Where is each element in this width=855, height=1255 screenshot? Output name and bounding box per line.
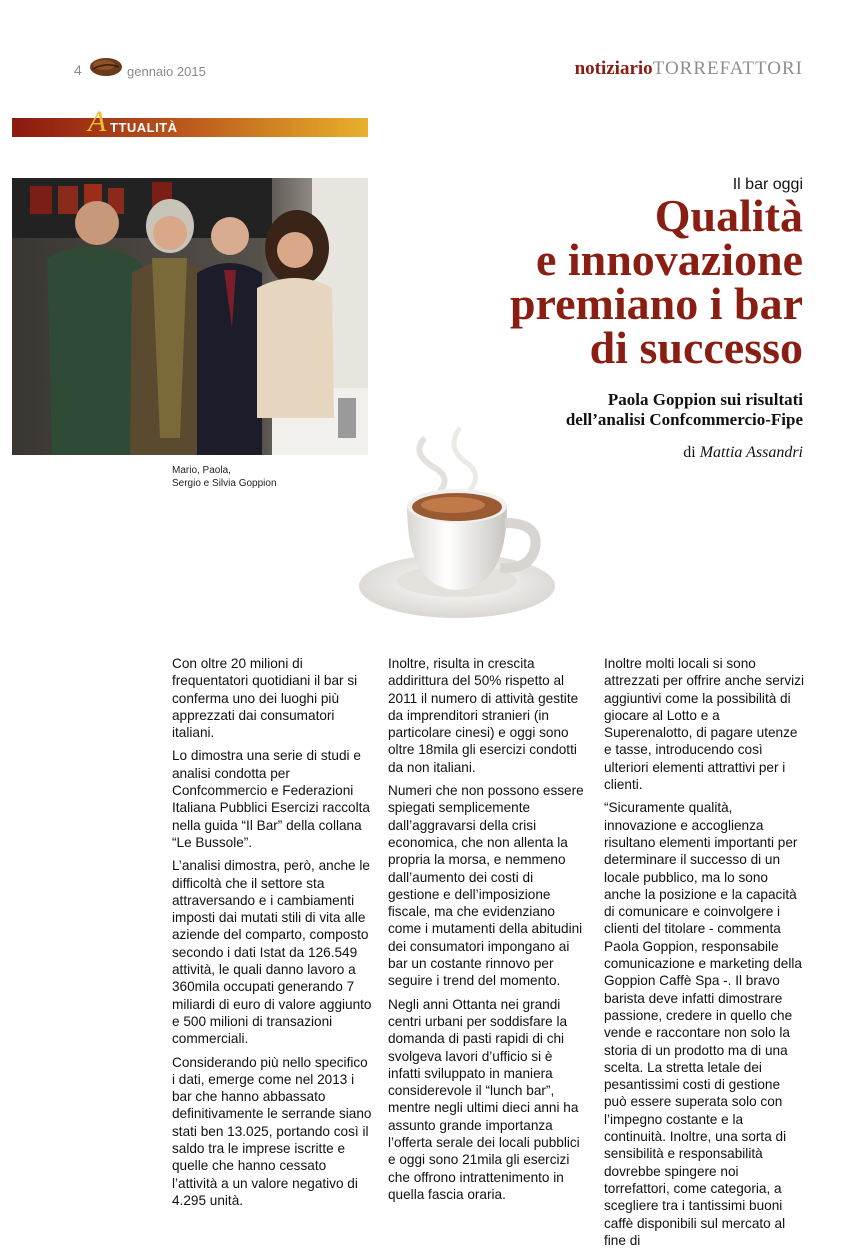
paragraph: Considerando più nello specifico i dati, emerge come nel 2013 i bar che hanno abbassato definitivamente le serrande siano stati ben 13.025, portando così il saldo tra le imprese iscritte e quelle che hanno cessato l’attività a un valore negativo di 4.295 unità. bbox=[172, 1054, 372, 1208]
page-number: 4 bbox=[74, 62, 82, 78]
paragraph: “Sicuramente qualità, innovazione e accoglienza risultano elementi importanti per determinare il successo di un locale pubblico, ma lo sono anche la posizione e la capacità di comunicare e coinvolgere i clienti del titolare - commenta Paola Goppion, responsabile comunicazione e marketing della Goppion Caffè Spa -. Il bravo barista deve infatti dimostrare passione, credere in quello che vende e raccontare non solo la storia di un prodotto ma di una scelta. La stretta letale dei pesantissimi costi di gestione può essere superata solo con l’impegno costante e la continuità. Inoltre, una sorta di sensibilità e responsabilità dovrebbe spingere noi torrefattori, come categoria, a scegliere tra i tantissimi buoni caffè disponibili sul mercato al fine di bbox=[604, 800, 802, 1248]
byline-author: Mattia Assandri bbox=[699, 444, 803, 461]
paragraph: Negli anni Ottanta nei grandi centri urbani per soddisfare la domanda di pasti rapidi di chi svolgeva lavori d’ufficio si è infatti sviluppato in maniera considerevole il “lunch bar”, mentre negli ultimi dieci anni ha assunto grande importanza l’offerta serale dei locali pubblici e oggi sono 21mila gli esercizi che offrono intrattenimento in quella fascia oraria. bbox=[388, 996, 580, 1202]
headline-line: e innovazione bbox=[535, 234, 803, 285]
article-headline bbox=[383, 190, 803, 373]
photo-caption bbox=[172, 464, 277, 490]
headline-line: di successo bbox=[589, 322, 803, 373]
masthead bbox=[575, 58, 803, 80]
paragraph: Inoltre molti locali si sono attrezzati per offrire anche servizi aggiuntivi come la possibilità di giocare al Lotto e a Superenalotto, di pagare utenze e tasse, introducendo così ulteriori elementi attrattivi per i clienti. bbox=[604, 656, 804, 793]
caption-line: Sergio e Silvia Goppion bbox=[172, 478, 277, 489]
subhead-line: dell’analisi Confcommercio-Fipe bbox=[565, 410, 803, 429]
article-kicker: Il bar oggi bbox=[732, 176, 803, 193]
paragraph: Inoltre, risulta in crescita addirittura del 50% rispetto al 2011 il numero di attività gestite da imprenditori stranieri (in particolare cinesi) e oggi sono oltre 18mila gli esercizi condotti da non italiani. bbox=[388, 656, 579, 775]
paragraph: Con oltre 20 milioni di frequentatori quotidiani il bar si conferma uno dei luoghi più apprezzati dai consumatori italiani. bbox=[172, 656, 358, 741]
paragraph: Lo dimostra una serie di studi e analisi condotta per Confcommercio e Federazioni Italiana Pubblici Esercizi raccolta nella guida “Il Bar” della collana “Le Bussole”. bbox=[172, 748, 370, 850]
section-initial: A bbox=[88, 105, 107, 138]
subhead-line: Paola Goppion sui risultati bbox=[607, 390, 803, 409]
article-column-1 bbox=[172, 655, 372, 1215]
masthead-sub: TORREFATTORI bbox=[652, 58, 803, 79]
byline bbox=[683, 444, 803, 462]
group-photo-illustration bbox=[12, 178, 368, 455]
paragraph: L’analisi dimostra, però, anche le difficoltà che il settore sta attraversando e i cambiamenti imposti dai mutati stili di vita alle aziende del comparto, composto secondo i dati Istat da 126.549 attività, le quali danno lavoro a 360mila occupati generando 7 miliardi di euro di valore aggiunto e 500 milioni di transazioni commerciali. bbox=[172, 858, 372, 1047]
article-column-3 bbox=[604, 655, 804, 1255]
paragraph: Numeri che non possono essere spiegati semplicemente dall’aggravarsi della crisi economica, che non allenta la propria la morsa, e nemmeno dall’aumento dei costi di gestione e dell’imposizione fiscale, ma che evidenziano come i mutamenti della abitudini dei consumatori impongano ai bar un costante rinnovo per seguire i trend del momento. bbox=[388, 783, 584, 989]
caption-line: Mario, Paola, bbox=[172, 465, 231, 476]
issue-date: gennaio 2015 bbox=[127, 64, 206, 79]
article-column-2 bbox=[388, 655, 588, 1209]
group-photo bbox=[12, 178, 368, 455]
masthead-main: notiziario bbox=[574, 58, 653, 79]
headline-line: premiano i bar bbox=[509, 278, 803, 329]
headline-line: Qualità bbox=[654, 190, 803, 241]
section-bar bbox=[12, 118, 368, 137]
section-label: TTUALITÀ bbox=[110, 120, 178, 135]
coffee-cup-illustration bbox=[355, 418, 560, 628]
byline-prefix: di bbox=[683, 444, 696, 461]
coffee-bean-icon bbox=[89, 57, 123, 77]
